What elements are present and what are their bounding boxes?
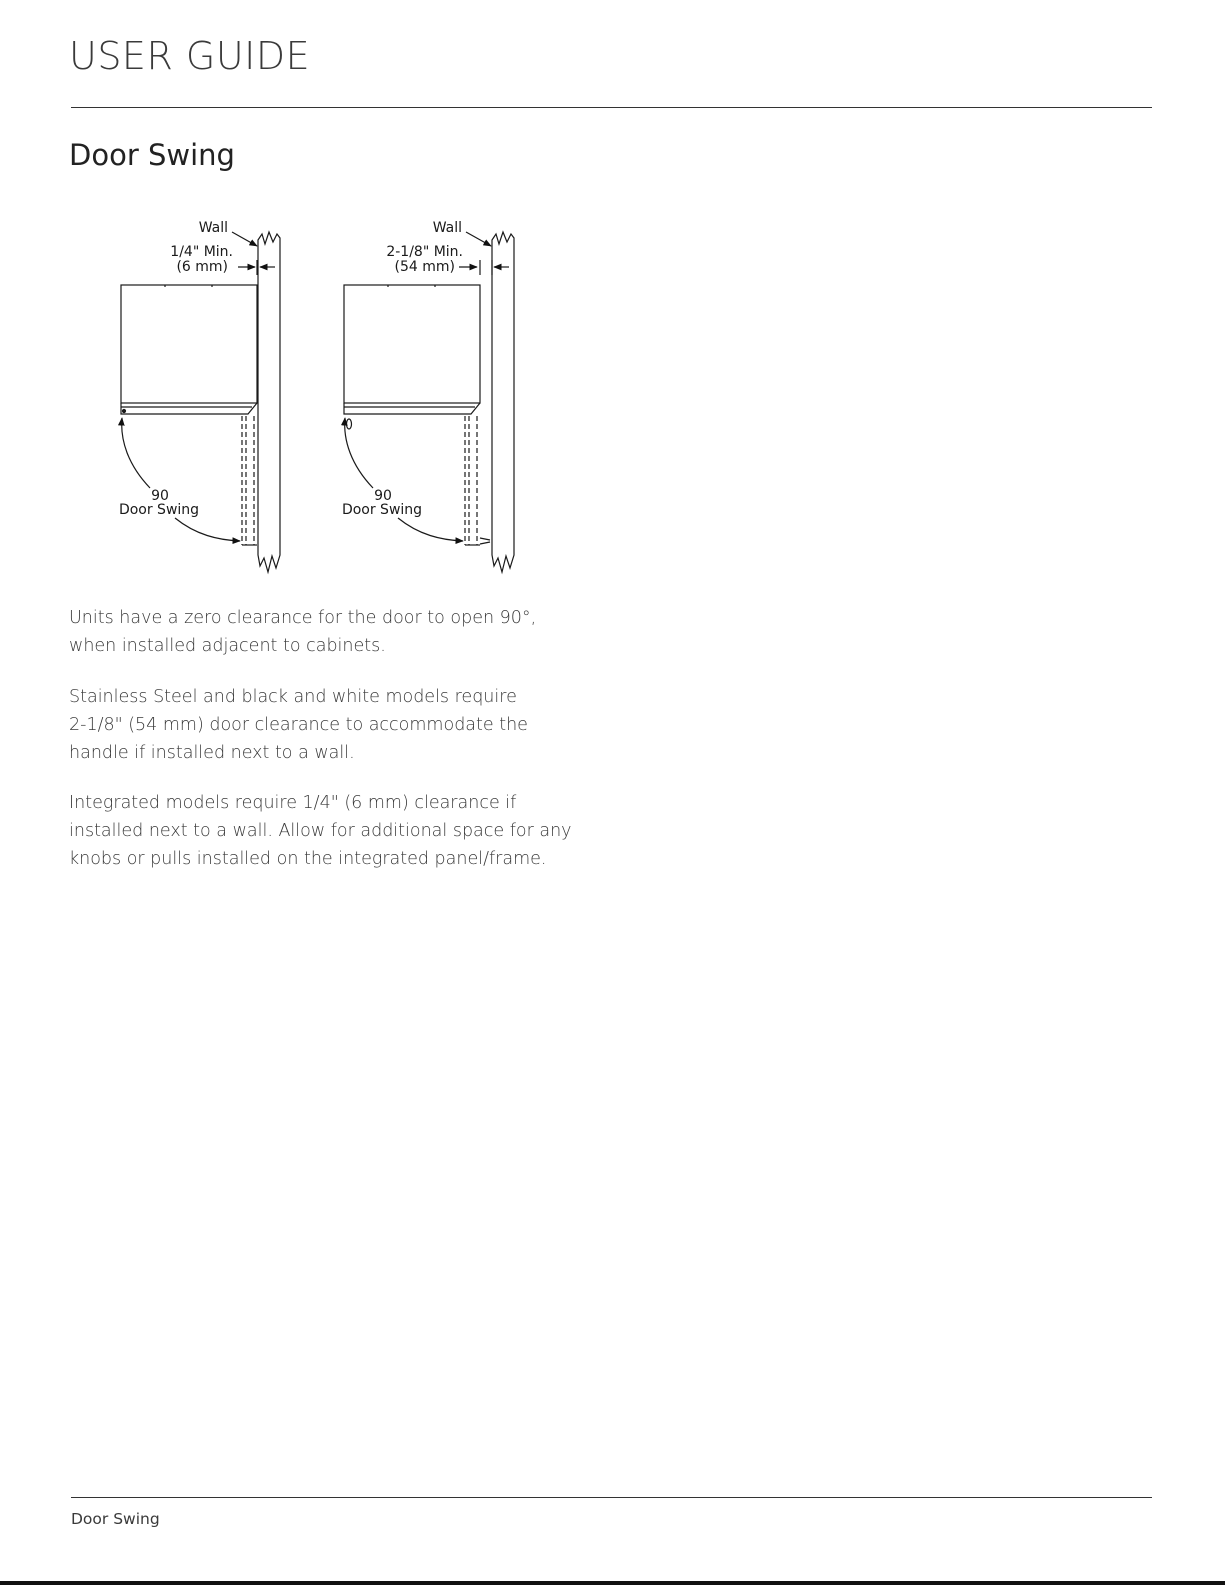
right-clearance-mm: (54 mm) xyxy=(394,259,455,275)
right-wall xyxy=(492,232,514,572)
page-bottom-edge xyxy=(0,1581,1225,1585)
left-wall-label: Wall xyxy=(198,220,228,236)
paragraph-zero-clearance: Units have a zero clearance for the door to open 90°, when installed adjacent to cabinets. xyxy=(69,608,537,656)
left-clearance-label: 1/4" Min. xyxy=(170,244,233,260)
right-door xyxy=(344,403,480,414)
right-clearance-label: 2-1/8" Min. xyxy=(386,244,463,260)
page-header-title: USER GUIDE xyxy=(69,34,311,78)
paragraph-integrated-clearance: Integrated models require 1/4" (6 mm) clearance if installed next to a wall. Allow for additional space for any knobs or pulls installed on the integrated panel/frame. xyxy=(69,793,572,869)
footer-divider xyxy=(71,1497,1152,1498)
right-door-handle xyxy=(347,419,352,429)
left-swing-angle: 90 xyxy=(151,488,169,504)
right-swing-angle: 90 xyxy=(374,488,392,504)
door-swing-diagram xyxy=(0,0,1225,600)
left-unit-drawing xyxy=(118,232,280,572)
right-open-door xyxy=(465,416,477,545)
left-cabinet-body xyxy=(121,285,257,403)
footer-label: Door Swing xyxy=(71,1510,160,1528)
paragraph-stainless-clearance: Stainless Steel and black and white models require 2-1/8" (54 mm) door clearance to accommodate the handle if installed next to a wall. xyxy=(69,687,528,763)
left-door xyxy=(121,403,257,414)
left-swing-label: Door Swing xyxy=(118,502,200,518)
left-clearance-mm: (6 mm) xyxy=(176,259,228,275)
right-swing-label: Door Swing xyxy=(341,502,423,518)
right-cabinet-body xyxy=(344,285,480,403)
section-title: Door Swing xyxy=(69,138,235,172)
right-wall-label: Wall xyxy=(432,220,462,236)
left-wall xyxy=(258,232,280,572)
left-open-door xyxy=(242,416,254,545)
right-unit-drawing xyxy=(341,232,514,572)
